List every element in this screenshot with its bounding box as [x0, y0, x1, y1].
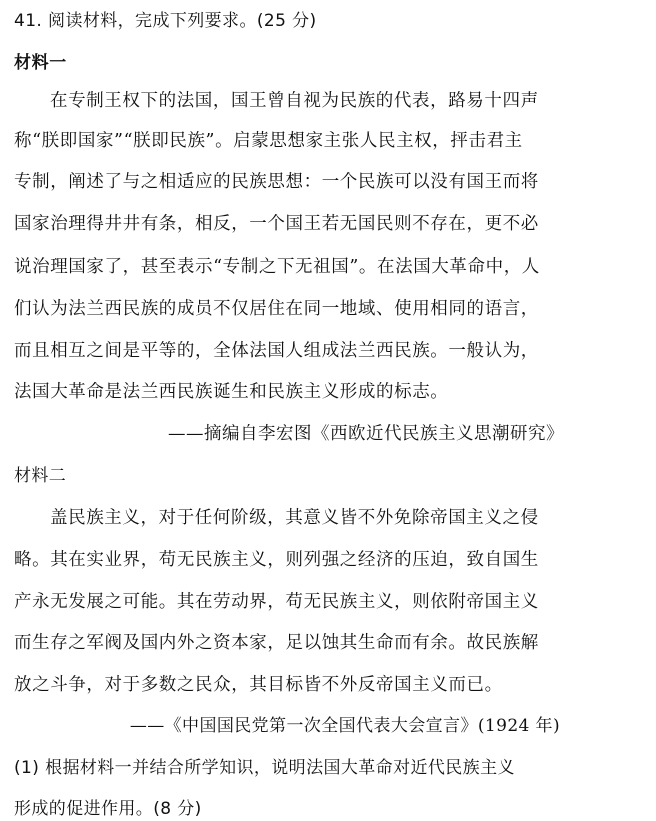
material2-line: 放之斗争，对于多数之民众，其目标皆不外反帝国主义而已。	[14, 675, 503, 695]
material2-line: 略。其在实业界，苟无民族主义，则列强之经济的压迫，致自国生	[14, 550, 539, 570]
material1-line: 专制，阐述了与之相适应的民族思想：一个民族可以没有国王而将	[14, 172, 539, 192]
material1-source: ——摘编自李宏图《西欧近代民族主义思潮研究》	[168, 424, 564, 444]
material1-line: 们认为法兰西民族的成员不仅居住在同一地域、使用相同的语言，	[14, 299, 539, 319]
material1-heading: 材料一	[14, 53, 67, 73]
material2-line: 产永无发展之可能。其在劳动界，苟无民族主义，则依附帝国主义	[14, 592, 539, 612]
material1-line: 而且相互之间是平等的，全体法国人组成法兰西民族。一般认为，	[14, 341, 539, 361]
material2-heading: 材料二	[14, 466, 67, 486]
material1-line: 国家治理得井井有条，相反，一个国王若无国民则不存在，更不必	[14, 214, 539, 234]
material1-line: 称“朕即国家”“朕即民族”。启蒙思想家主张人民主权，抨击君主	[14, 131, 523, 151]
question-title: 41. 阅读材料，完成下列要求。(25 分)	[14, 11, 317, 31]
material1-line: 说治理国家了，甚至表示“专制之下无祖国”。在法国大革命中，人	[14, 257, 540, 277]
subquestion1-line: 形成的促进作用。(8 分)	[14, 799, 202, 819]
material1-line: 法国大革命是法兰西民族诞生和民族主义形成的标志。	[14, 382, 449, 402]
material1-line: 在专制王权下的法国，国王曾自视为民族的代表，路易十四声	[50, 91, 539, 111]
material2-line: 盖民族主义，对于任何阶级，其意义皆不外免除帝国主义之侵	[50, 508, 539, 528]
material2-line: 而生存之军阀及国内外之资本家，足以蚀其生命而有余。故民族解	[14, 633, 539, 653]
material2-source: ——《中国国民党第一次全国代表大会宣言》(1924 年)	[129, 716, 560, 736]
subquestion1-line: (1) 根据材料一并结合所学知识，说明法国大革命对近代民族主义	[14, 758, 515, 778]
